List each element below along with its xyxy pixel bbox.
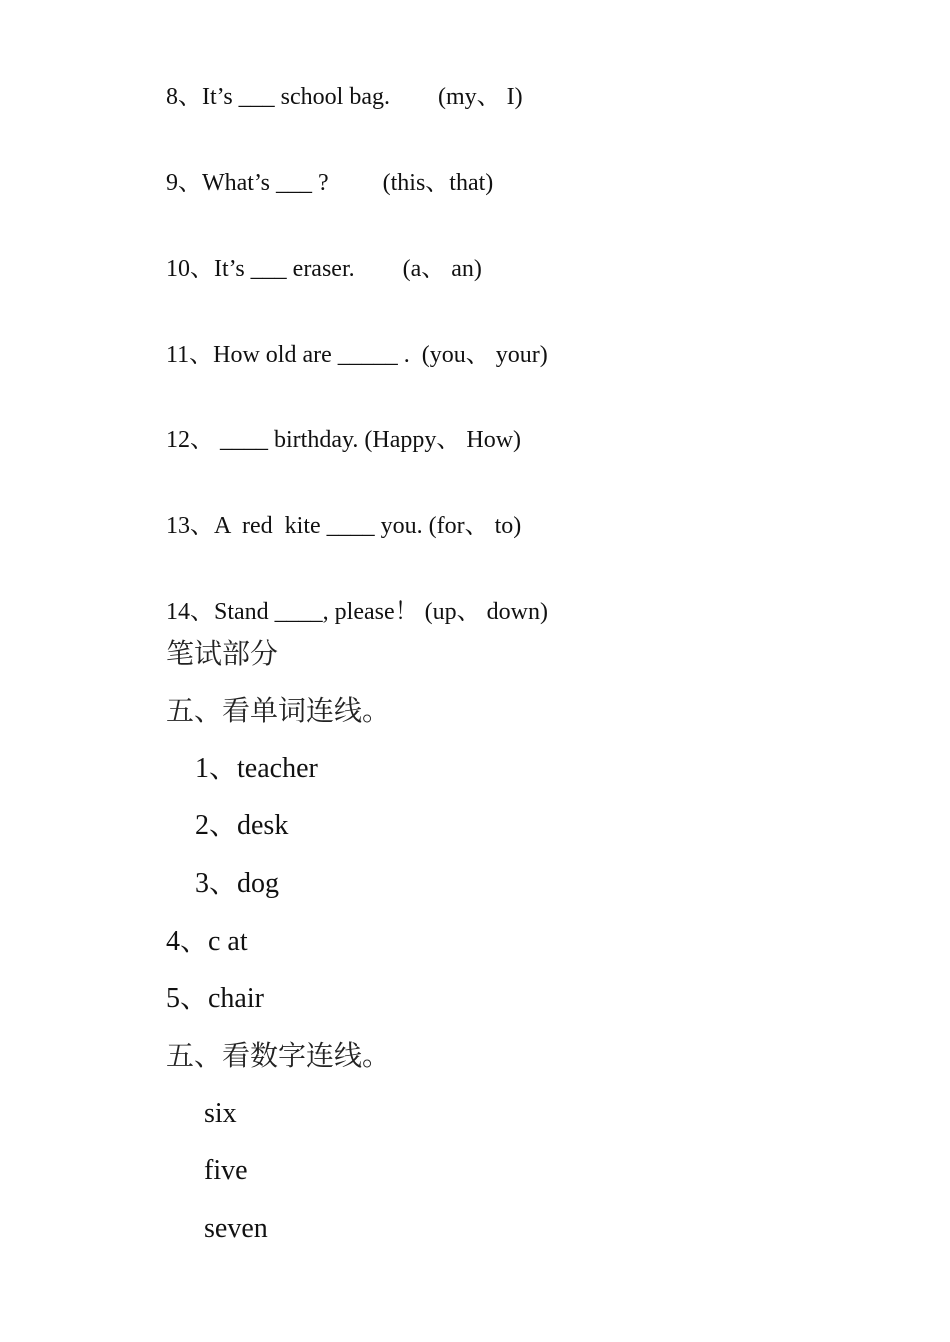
number-word-five: five [204,1155,248,1186]
section-word-matching-title: 五、看单词连线。 [166,694,391,727]
question-11: 11、How old are _____ . (you、 your) [166,342,548,368]
question-14: 14、Stand ____, please！ (up、 down) [166,599,548,625]
question-10: 10、It’s ___ eraser. (a、 an) [166,256,482,282]
word-item-5: 5、chair [166,983,264,1014]
number-word-seven: seven [204,1213,268,1244]
number-word-six: six [204,1098,237,1129]
word-item-2: 2、desk [195,810,289,841]
section-number-matching-title: 五、看数字连线。 [166,1039,391,1072]
question-12: 12、 ____ birthday. (Happy、 How) [166,427,522,453]
word-item-3: 3、dog [195,868,280,899]
question-8: 8、It’s ___ school bag. (my、 I) [166,84,523,110]
written-part-heading: 笔试部分 [166,637,279,670]
question-13: 13、A red kite ____ you. (for、 to) [166,513,522,539]
question-9: 9、What’s ___ ? (this、that) [166,170,494,196]
word-item-4: 4、c at [166,926,248,957]
word-item-1: 1、teacher [195,753,318,784]
